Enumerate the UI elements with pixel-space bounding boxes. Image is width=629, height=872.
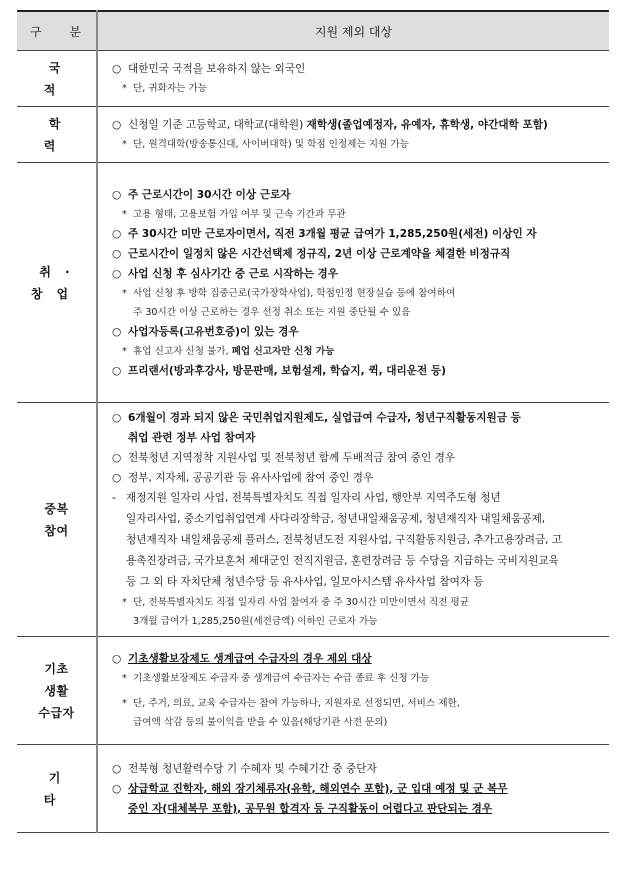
line-text-bold: 재학생(졸업예정자, 유예자, 휴학생, 야간대학 포함) [306, 119, 548, 131]
bullet-line [112, 779, 603, 799]
note-line [112, 342, 603, 361]
bullet-marker: ○ [112, 188, 122, 201]
target-cell [97, 163, 609, 403]
bullet-line [112, 428, 603, 448]
note-line [112, 713, 603, 732]
line-text: 단, 전북특별자치도 직접 일자리 사업 참여자 중 주 30시간 미만이면서 직전 평균 [133, 597, 470, 608]
category-cell [17, 745, 97, 833]
table-row [17, 637, 609, 745]
bullet-line [112, 264, 603, 284]
bullet-line [112, 224, 603, 244]
line-text-bold: 6개월이 경과 되지 않은 국민취업지원제도, 실업급여 수급자, 청년구직활동지원금 등 [128, 412, 521, 424]
table-row [17, 51, 609, 107]
line-text: 신청일 기준 고등학교, 대학교(대학원) [128, 119, 307, 131]
program-line: 등 그 외 타 자치단체 청년수당 등 유사사업, 일모아시스템 유사사업 참여자 등 [126, 576, 484, 588]
category-cell [17, 107, 97, 163]
note-marker: * [122, 673, 127, 684]
note-line [112, 669, 603, 688]
table-body [17, 51, 609, 833]
bullet-line [112, 759, 603, 779]
bullet-marker: ○ [112, 247, 122, 260]
target-cell [97, 107, 609, 163]
note-marker: * [122, 698, 127, 709]
line-text-bold: 중인 자(대체복무 포함), 공무원 합격자 등 구직활동이 어렵다고 판단되는 경우 [128, 802, 493, 815]
line-text: 단, 원격대학(방송통신대, 사이버대학) 및 학점 인정제는 지원 가능 [133, 139, 409, 150]
note-marker: * [122, 597, 127, 608]
target-cell [97, 637, 609, 745]
line-text: 전북청년 지역정착 지원사업 및 전북청년 함께 두배적금 참여 중인 경우 [128, 452, 456, 464]
category-label: 기초 [44, 661, 69, 676]
category-cell [17, 163, 97, 403]
category-cell [17, 51, 97, 107]
program-line: 용촉진장려금, 국가보훈처 제대군인 전직지원금, 훈련장려금 등 수당을 지급하는 국비지원교육 [126, 555, 559, 567]
line-text-bold: 사업 신청 후 심사기간 중 근로 시작하는 경우 [128, 267, 339, 280]
note-line [112, 205, 603, 224]
line-text: 정부, 지자체, 공공기관 등 유사사업에 참여 중인 경우 [128, 472, 374, 484]
program-line: 재정지원 일자리 사업, 전북특별자치도 직접 일자리 사업, 행안부 지역주도형 청년 [126, 492, 501, 504]
eligibility-exclusion-table [17, 10, 609, 833]
note-line [112, 79, 603, 98]
bullet-line [112, 244, 603, 264]
bullet-marker: ○ [112, 63, 122, 75]
bullet-marker: ○ [112, 452, 122, 464]
line-text: 전북형 청년활력수당 기 수혜자 및 수혜기간 중 중단자 [128, 762, 377, 775]
line-text-bold: 근로시간이 일정치 않은 시간선택제 정규직, 2년 이상 근로계약을 체결한 비정규직 [128, 247, 511, 260]
line-text: 기초생활보장제도 수급자 중 생계급여 수급자는 수급 종료 후 신청 가능 [133, 673, 430, 684]
bullet-marker: ○ [112, 472, 122, 484]
bullet-line [112, 408, 603, 428]
bullet-marker: ○ [112, 364, 122, 377]
target-cell [97, 403, 609, 637]
bullet-line [112, 361, 603, 381]
bullet-marker: ○ [112, 782, 122, 795]
bullet-marker: ○ [112, 325, 122, 338]
line-text-bold: 프리랜서(방과후강사, 방문판매, 보험설계, 학습지, 퀵, 대리운전 등) [128, 364, 447, 377]
table-row [17, 107, 609, 163]
line-text: 급여액 삭감 등의 불이익을 받을 수 있음(해당기관 사전 문의) [133, 717, 388, 728]
note-line [112, 694, 603, 713]
line-text: 단, 귀화자는 가능 [133, 83, 208, 94]
line-text-bold: 취업 관련 정부 사업 참여자 [128, 432, 256, 444]
line-text-bold: 폐업 신고자만 신청 가능 [231, 345, 335, 357]
table-row [17, 745, 609, 833]
note-marker: * [122, 208, 127, 220]
bullet-marker: ○ [112, 412, 122, 424]
category-label: 생활 [44, 683, 69, 698]
category-cell [17, 637, 97, 745]
bullet-line [112, 448, 603, 468]
target-cell [97, 745, 609, 833]
program-line: 일자리사업, 중소기업취업연계 사다리장학금, 청년내일채움공제, 청년재직자 내일채움공제, [126, 513, 546, 525]
category-label: 학 력 [43, 116, 75, 153]
note-marker: * [122, 345, 127, 357]
line-text: 휴업 신고자 신청 불가, [133, 345, 232, 357]
bullet-marker: ○ [112, 227, 122, 240]
category-label: 참여 [44, 523, 69, 538]
line-text-bold: 사업자등록(고유번호증)이 있는 경우 [128, 325, 299, 338]
note-line [112, 135, 603, 154]
program-line: 청년재직자 내일채움공제 플러스, 전북청년도전 지원사업, 구직활동지원금, 추가고용장려금, 고 [126, 534, 563, 546]
line-text: 고용 형태, 고용보험 가입 여부 및 근속 기간과 무관 [133, 208, 346, 220]
bullet-line [112, 115, 603, 135]
bullet-line [112, 185, 603, 205]
bullet-line [112, 468, 603, 488]
line-text: 단, 주거, 의료, 교육 수급자는 참여 가능하나, 지원자로 선정되면, 서비스 제한, [133, 698, 460, 709]
table-header-row [17, 11, 609, 51]
line-text: 대한민국 국적을 보유하지 않는 외국인 [128, 63, 306, 75]
bullet-line [112, 799, 603, 819]
table-row [17, 163, 609, 403]
note-line [112, 303, 603, 322]
header-category: 구 분 [17, 11, 97, 51]
exclusion-table [17, 10, 609, 833]
line-text-bold: 주 30시간 미만 근로자이면서, 직전 3개월 평균 급여가 1,285,250원(세전) 이상인 자 [128, 227, 537, 240]
bullet-marker: ○ [112, 267, 122, 280]
note-marker: * [122, 83, 127, 94]
category-label: 국 적 [43, 60, 75, 97]
note-line [112, 593, 603, 612]
program-list [112, 488, 603, 593]
header-target: 지원 제외 대상 [97, 11, 609, 51]
category-label: 취·창업 [30, 264, 84, 301]
line-text-bold: 기초생활보장제도 생계급여 수급자의 경우 제외 대상 [128, 653, 372, 665]
table-row [17, 403, 609, 637]
category-label: 기 타 [43, 770, 75, 807]
category-label: 중복 [44, 501, 69, 516]
bullet-line [112, 649, 603, 669]
bullet-marker: ○ [112, 653, 122, 665]
line-text: 주 30시간 이상 근로하는 경우 선정 취소 또는 지원 중단될 수 있음 [133, 306, 411, 318]
target-cell [97, 51, 609, 107]
line-text-bold: 주 근로시간이 30시간 이상 근로자 [128, 188, 291, 201]
bullet-line [112, 59, 603, 79]
note-marker: * [122, 287, 127, 299]
line-text: 3개월 급여가 1,285,250원(세전금액) 이하인 근로자 가능 [133, 616, 378, 627]
bullet-marker: ○ [112, 119, 122, 131]
bullet-marker: ○ [112, 762, 122, 775]
note-line [112, 284, 603, 303]
line-text: 사업 신청 후 방학 집중근로(국가장학사업), 학점인정 현장실습 등에 참여하여 [133, 287, 456, 299]
note-line [112, 612, 603, 631]
line-text-bold: 상급학교 진학자, 해외 장기체류자(유학, 해외연수 포함), 군 입대 예정 및 군 복무 [128, 782, 508, 795]
category-cell [17, 403, 97, 637]
note-marker: * [122, 139, 127, 150]
dash-marker: - [112, 492, 116, 504]
bullet-line [112, 322, 603, 342]
category-label: 수급자 [38, 705, 75, 720]
